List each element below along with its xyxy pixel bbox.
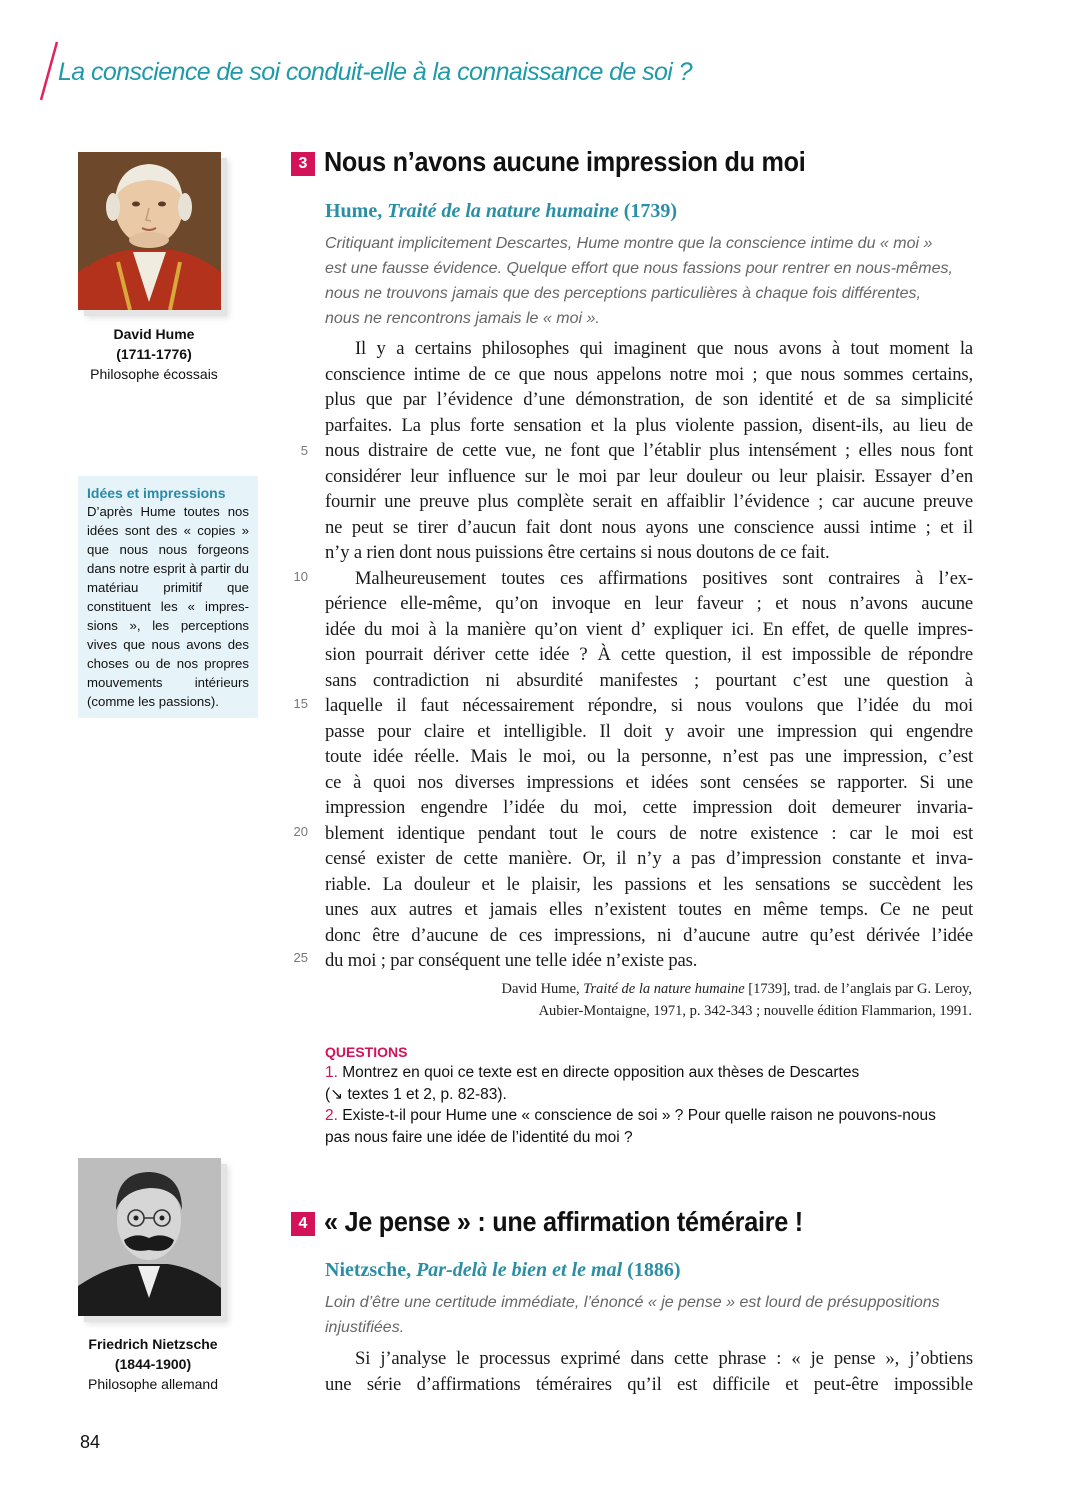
line-number-5: 5 (300, 443, 308, 458)
question-1-continued: (↘ textes 1 et 2, p. 82-83). (325, 1085, 507, 1103)
text-line: ce à quoi nos diverses impressions et idées sont censées se rapporter. Si une (325, 771, 973, 793)
question-2 (325, 1105, 975, 1127)
text-line: ne peut se tirer d’aucun fait dont nous ayons une conscience aussi intime ; et il (325, 516, 973, 538)
text-line: Si j’analyse le processus exprimé dans cette phrase : « je pense », j’obtiens (355, 1348, 973, 1369)
definition-text: D’après Hume toutes nos idées sont des « copies » que nous nous forgeons dans notre esprit à partir du matériau primitif que constituent les « impres-sions », les perceptions vives que nous avons des choses ou de nos propres mouvements intérieurs (comme les passions). (87, 504, 249, 709)
question-1-number: 1. (325, 1064, 338, 1081)
nietzsche-role: Philosophe allemand (88, 1376, 218, 1392)
hume-dates: (1711-1776) (116, 346, 192, 362)
text-line: laquelle il faut nécessairement répondre, si nous voulons que l’idée du moi (325, 695, 973, 716)
text-line: censé exister de cette manière. Or, il n’y a pas d’impression constante et inva- (325, 848, 973, 869)
section-3-work: Traité de la nature humaine (387, 200, 619, 222)
page-number: 84 (80, 1432, 101, 1452)
text-line: riable. La douleur et le plaisir, les passions et les sensations se succèdent les (325, 873, 973, 895)
question-2-continued: pas nous faire une idée de l’identité du moi ? (325, 1128, 633, 1146)
section-3-title: Nous n’avons aucune impression du moi (324, 146, 806, 177)
section-4-author: Nietzsche, (325, 1259, 417, 1281)
citation-work: Traité de la nature humaine (583, 981, 745, 997)
section-4-number: 4 (291, 1212, 315, 1236)
text-line: Malheureusement toutes ces affirmations positives sont contraires à l’ex- (355, 567, 973, 589)
text-line: n’y a rien dont nous puissions être certains si nous doutons de ce fait. (325, 542, 830, 563)
text-line: nous distraire de cette vue, ne font que l’établir plus intensément ; elles nous font (325, 440, 973, 461)
header-accent-slash (38, 40, 60, 102)
text-line: sans contradiction ni absurdité manifestes ; pourtant c’est une question à (325, 669, 973, 691)
hume-caption (78, 324, 230, 384)
questions-block (325, 1042, 975, 1148)
question-1-text: Montrez en quoi ce texte est en directe opposition aux thèses de Descartes (342, 1064, 860, 1081)
question-1 (325, 1062, 975, 1084)
text-line: blement identique pendant tout le cours de notre existence : car le moi est (325, 822, 973, 844)
section-3-year: (1739) (618, 200, 678, 222)
section-3-number: 3 (291, 152, 315, 176)
text-line: passe pour claire et intelligible. Il doit y avoir une impression qui engendre (325, 720, 973, 742)
section-4-work: Par-delà le bien et le mal (416, 1259, 623, 1281)
text-line: donc être d’aucune de ces impressions, ni d’aucune autre qu’est dérivée l’idée (325, 924, 973, 946)
question-2-number: 2. (325, 1107, 338, 1124)
section-3-author-line (325, 200, 677, 223)
text-line: idée du moi à la manière qu’on vient d’ expliquer ici. En effet, de quelle impres- (325, 618, 973, 640)
section-4-title: « Je pense » : une affirmation téméraire ! (324, 1206, 803, 1237)
text-line: considérer leur influence sur le moi par leur douleur ou leur plaisir. Essayer d’en (325, 465, 973, 487)
text-line: Il y a certains philosophes qui imaginent que nous avons à tout moment la (355, 338, 973, 359)
question-2-text: Existe-t-il pour Hume une « conscience de soi » ? Pour quelle raison ne pouvons-nous (342, 1107, 936, 1124)
section-3-body (325, 336, 973, 974)
section-3-intro: Critiquant implicitement Descartes, Hume montre que la conscience intime du « moi » est une fausse évidence. Quelque effort que nous fassions pour rentrer en nous-mêmes, nous ne trouvons jamais que des perceptions particulières à chaque fois différentes, nous ne rencontrons jamais le « moi ». (325, 235, 953, 327)
section-4-year: (1886) (622, 1259, 681, 1281)
text-line: conscience intime de ce que nous appelons notre moi ; que nous sommes certains, (325, 363, 973, 385)
hume-role: Philosophe écossais (90, 366, 218, 382)
nietzsche-dates: (1844-1900) (114, 1356, 192, 1372)
chapter-question-title: La conscience de soi conduit-elle à la connaissance de soi ? (58, 58, 692, 86)
citation-line-2: Aubier-Montaigne, 1971, p. 342-343 ; nouvelle édition Flammarion, 1991. (538, 1003, 972, 1019)
text-line: parfaites. La plus forte sensation et la plus violente passion, disent-ils, au lieu de (325, 414, 973, 436)
hume-portrait (78, 152, 221, 310)
questions-title: QUESTIONS (325, 1044, 408, 1060)
text-line: plus que par l’évidence d’une démonstration, de son identité et de sa simplicité (325, 389, 973, 410)
definition-box (78, 476, 258, 718)
section-4-body (325, 1346, 973, 1397)
citation-details: [1739], trad. de l’anglais par G. Leroy, (744, 981, 972, 997)
section-3-citation (352, 978, 972, 1022)
text-line: une série d’affirmations téméraires qu’il est difficile et peut-être impossible (325, 1373, 973, 1395)
hume-name: David Hume (113, 326, 195, 342)
line-number-15: 15 (293, 696, 308, 711)
section-3-author: Hume, (325, 200, 388, 222)
text-line: fournir une preuve plus complète serait en affaiblir l’évidence ; car aucune preuve (325, 491, 973, 512)
nietzsche-name: Friedrich Nietzsche (88, 1336, 218, 1352)
section-4-author-line (325, 1259, 680, 1282)
citation-author: David Hume, (501, 981, 584, 997)
text-line: périence elle-même, qu’on invoque en leur faveur ; et nous n’avons aucune (325, 593, 973, 614)
section-4-intro: Loin d’être une certitude immédiate, l’énoncé « je pense » est lourd de présuppositions injustifiées. (325, 1294, 940, 1336)
citation-line-1 (352, 978, 972, 1000)
nietzsche-portrait (78, 1158, 221, 1316)
line-number-20: 20 (293, 824, 308, 839)
text-line: unes aux autres et jamais elles n’existent toutes en même temps. Ce ne peut (325, 899, 973, 920)
definition-title: Idées et impressions (87, 485, 226, 501)
line-number-25: 25 (293, 950, 308, 965)
text-line: du moi ; par conséquent une telle idée n’existe pas. (325, 950, 698, 971)
text-line: sion pourrait dériver cette idée ? À cette question, il est impossible de répondre (325, 644, 973, 665)
line-number-10: 10 (293, 569, 308, 584)
text-line: toute idée réelle. Mais le moi, ou la personne, n’est pas une impression, c’est (325, 746, 973, 767)
text-line: impression engendre l’idée du moi, cette impression doit demeurer invaria- (325, 797, 973, 818)
nietzsche-caption (72, 1334, 234, 1394)
